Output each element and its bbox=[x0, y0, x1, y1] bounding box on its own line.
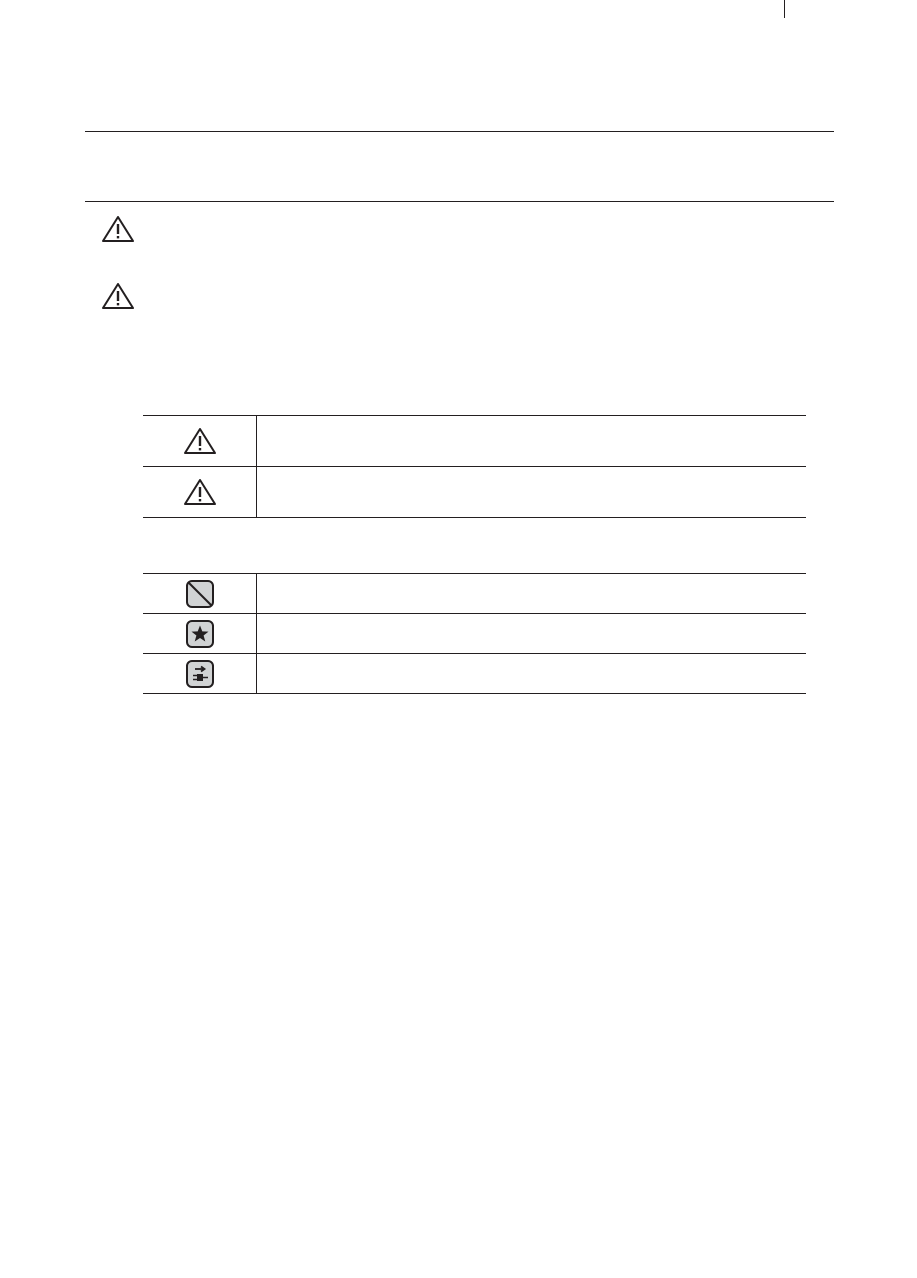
hazard-description bbox=[257, 416, 807, 467]
title-rule-top bbox=[85, 131, 834, 132]
symbol-description bbox=[257, 614, 807, 654]
table-row bbox=[143, 574, 806, 614]
hazard-icon-cell bbox=[143, 467, 257, 518]
table-row bbox=[143, 467, 806, 518]
hazard-symbol-table bbox=[143, 415, 806, 518]
warning-triangle-icon bbox=[183, 427, 217, 455]
title-rule-bottom bbox=[85, 201, 834, 202]
instruction-symbol-table bbox=[143, 573, 806, 694]
symbol-description bbox=[257, 654, 807, 694]
warning-triangle-icon bbox=[101, 215, 135, 243]
symbol-icon-cell bbox=[143, 614, 257, 654]
symbol-icon-cell bbox=[143, 574, 257, 614]
table-row bbox=[143, 614, 806, 654]
star-icon bbox=[185, 619, 215, 649]
hazard-icon-cell bbox=[143, 416, 257, 467]
crop-mark bbox=[784, 0, 785, 18]
unplug-icon bbox=[185, 659, 215, 689]
do-not-icon bbox=[185, 579, 215, 609]
hazard-description bbox=[257, 467, 807, 518]
table-row bbox=[143, 416, 806, 467]
warning-triangle-icon bbox=[183, 478, 217, 506]
warning-triangle-icon bbox=[101, 282, 135, 310]
symbol-description bbox=[257, 574, 807, 614]
symbol-icon-cell bbox=[143, 654, 257, 694]
table-row bbox=[143, 654, 806, 694]
